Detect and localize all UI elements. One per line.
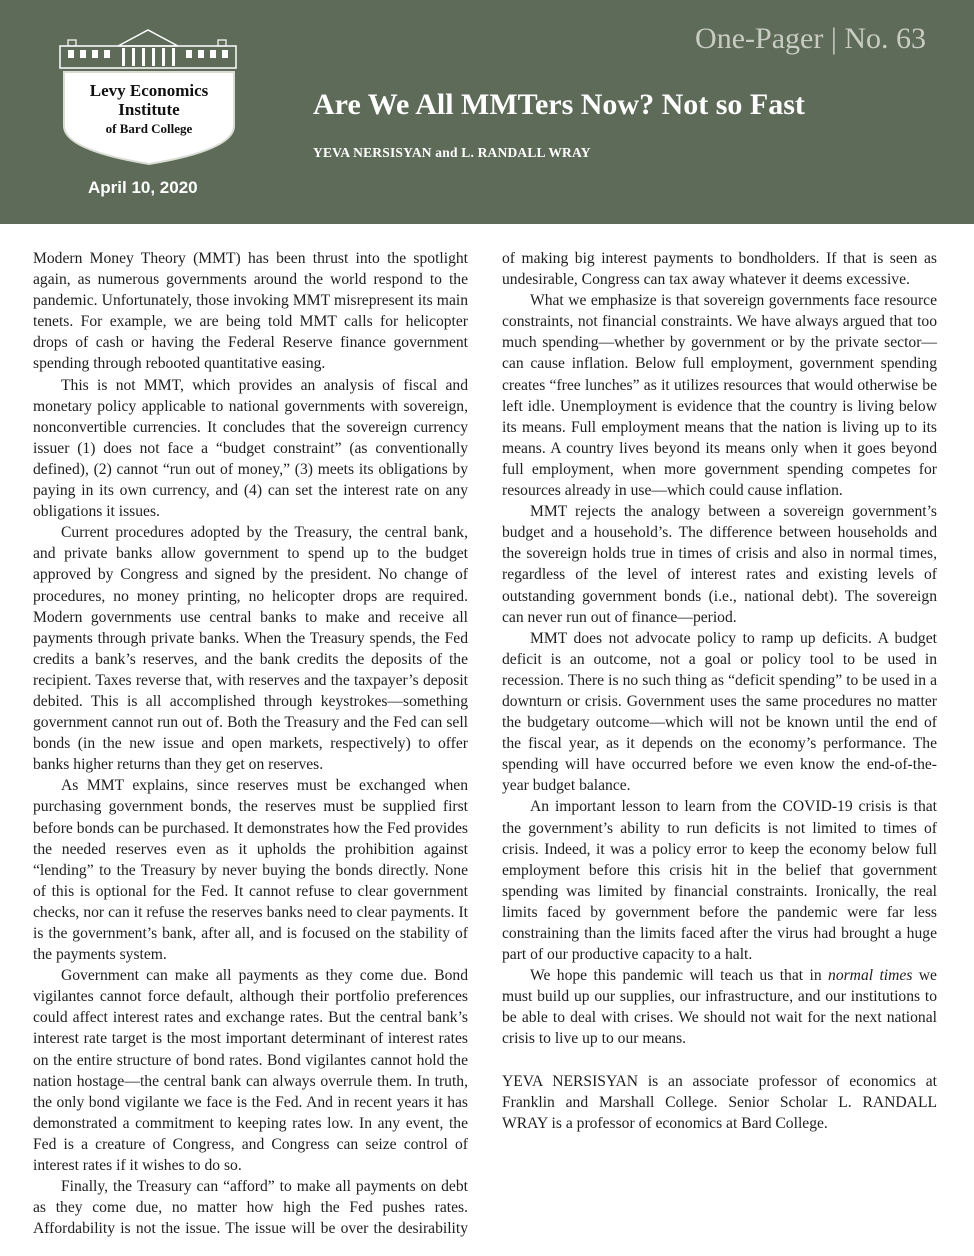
body-paragraph: Current procedures adopted by the Treasury, the central bank, and private banks allow government to spend up to the budget approved by Congress and signed by the president. No change of procedures, no money printing, no helicopter drops are required. Modern governments use central banks to make and receive all payments through private banks. When the Treasury spends, the Fed credits a bank’s reserves, and the bank credits the deposits of the recipient. Taxes reverse that, with reserves and the taxpayer’s deposit debited. This is all accomplished through keystrokes—something government cannot run out of. Both the Treasury and the Fed can sell bonds (in the new issue and open markets, respectively) to offer banks higher returns than they get on reserves. bbox=[33, 524, 468, 774]
body-paragraph: This is not MMT, which provides an analysis of fiscal and monetary policy applicable to national governments with sovereign, nonconvertible currencies. It concludes that the sovereign currency issuer (1) does not face a “budget constraint” (as conventionally defined), (2) cannot “run out of money,” (3) meets its obligations by paying in its own currency, and (4) can set the interest rate on any obligations it issues. bbox=[33, 376, 468, 521]
body-paragraph: As MMT explains, since reserves must be exchanged when purchasing government bonds, the reserves must be supplied first before bonds can be purchased. It demonstrates how the Fed provides the needed reserves even as it upholds the prohibition against “lending” to the Treasury by never buying the bonds directly. None of this is optional for the Fed. It cannot refuse to clear government checks, nor can it refuse the reserves banks need to clear payments. It is the government’s bank, after all, and is focused on the stability of the payments system. bbox=[33, 777, 468, 964]
author-bio: YEVA NERSISYAN is an associate professor of economics at Franklin and Marshall College. Senior Scholar L. RANDALL WRAY is a professor of economics at Bard College. bbox=[502, 1072, 937, 1132]
body-paragraph: What we emphasize is that sovereign governments face resource constraints, not financial constraints. We have always argued that too much spending—whether by government or by the private sector—can cause inflation. Below full employment, government spending creates “free lunches” as it utilizes resources that would otherwise be left idle. Unemployment is evidence that the country is living below its means. Full employment means that the nation is living up to its means. A country lives beyond its means only when it goes beyond full employment, when more government spending competes for resources already in use—which could cause inflation. bbox=[502, 292, 937, 500]
building-logo-icon bbox=[58, 26, 238, 70]
institute-name-line3: of Bard College bbox=[105, 121, 193, 137]
emphasis-normal-times: normal times bbox=[828, 967, 913, 985]
last-paragraph-after: we must build up our supplies, our infrastructure, and our institutions to be able to deal with crises. We should not wait for the next national crisis to live up to our means. bbox=[502, 967, 937, 1048]
article-body bbox=[33, 248, 937, 1244]
body-paragraph: MMT does not advocate policy to ramp up deficits. A budget deficit is an outcome, not a goal or policy tool to be used in recession. There is no such thing as “deficit spending” to be used in a downturn or crisis. Government uses the same procedures no matter the budgetary outcome—which will not be known until the end of the fiscal year, as it depends on the economy’s performance. The spending will have occurred before we even know the end-of-the-year budget balance. bbox=[502, 629, 937, 795]
header-band bbox=[0, 0, 974, 224]
body-paragraph-last bbox=[502, 965, 937, 1049]
institute-name bbox=[60, 82, 238, 137]
body-paragraph: Government can make all payments as they come due. Bond vigilantes cannot force default, although their portfolio preferences could affect interest rates and exchange rates. But the central bank’s interest rate target is the most important determinant of interest rates on the entire structure of bond rates. Bond vigilantes cannot hold the nation hostage—the central bank can always overrule them. In truth, the only bond vigilante we face is the Fed. And in recent years it has demonstrated a commitment to keeping rates low. In any event, the Fed is a creature of Congress, and Congress can seize control of interest rates if it wishes to do so. bbox=[33, 967, 468, 1175]
body-paragraph: An important lesson to learn from the COVID-19 crisis is that the government’s ability to run deficits is not limited to times of crisis. Indeed, it was a policy error to keep the economy below full employment before this crisis hit in the belief that government spending was limited by financial constraints. Ironically, the real limits faced by government before the pandemic were far less constraining than the limits faced after the virus had brought a huge part of our productive capacity to a halt. bbox=[502, 798, 937, 964]
institute-name-line1: Levy Economics bbox=[89, 81, 209, 100]
body-paragraph: MMT rejects the analogy between a sovereign government’s budget and a household’s. The difference between households and the sovereign holds true in times of crisis and also in normal times, regardless of the level of interest rates and existing levels of outstanding government bonds (i.e., national debt). The sovereign can never run out of finance—period. bbox=[502, 503, 937, 626]
body-paragraph: Modern Money Theory (MMT) has been thrust into the spotlight again, as numerous governments around the world respond to the pandemic. Unfortunately, those invoking MMT misrepresent its main tenets. For example, we are being told MMT calls for helicopter drops of cash or having the Federal Reserve finance government spending through rebooted quantitative easing. bbox=[33, 250, 468, 373]
authors-byline: YEVA NERSISYAN and L. RANDALL WRAY bbox=[313, 145, 591, 160]
institute-name-line2: Institute bbox=[118, 99, 180, 119]
page-title: Are We All MMTers Now? Not so Fast bbox=[313, 88, 805, 121]
last-paragraph-before: We hope this pandemic will teach us that in bbox=[530, 967, 829, 985]
body-paragraph: Finally, the Treasury can “afford” to make all payments on debt as they come due, no matter how high the Fed pushes rates. Affordability is not the issue. The issue will be over the desirability of making big interest payments to bondholders. If that is seen as undesirable, Congress can tax away whatever it deems excessive. bbox=[33, 250, 937, 1238]
series-label: One-Pager | No. 63 bbox=[695, 22, 926, 55]
publication-date: April 10, 2020 bbox=[88, 178, 198, 197]
